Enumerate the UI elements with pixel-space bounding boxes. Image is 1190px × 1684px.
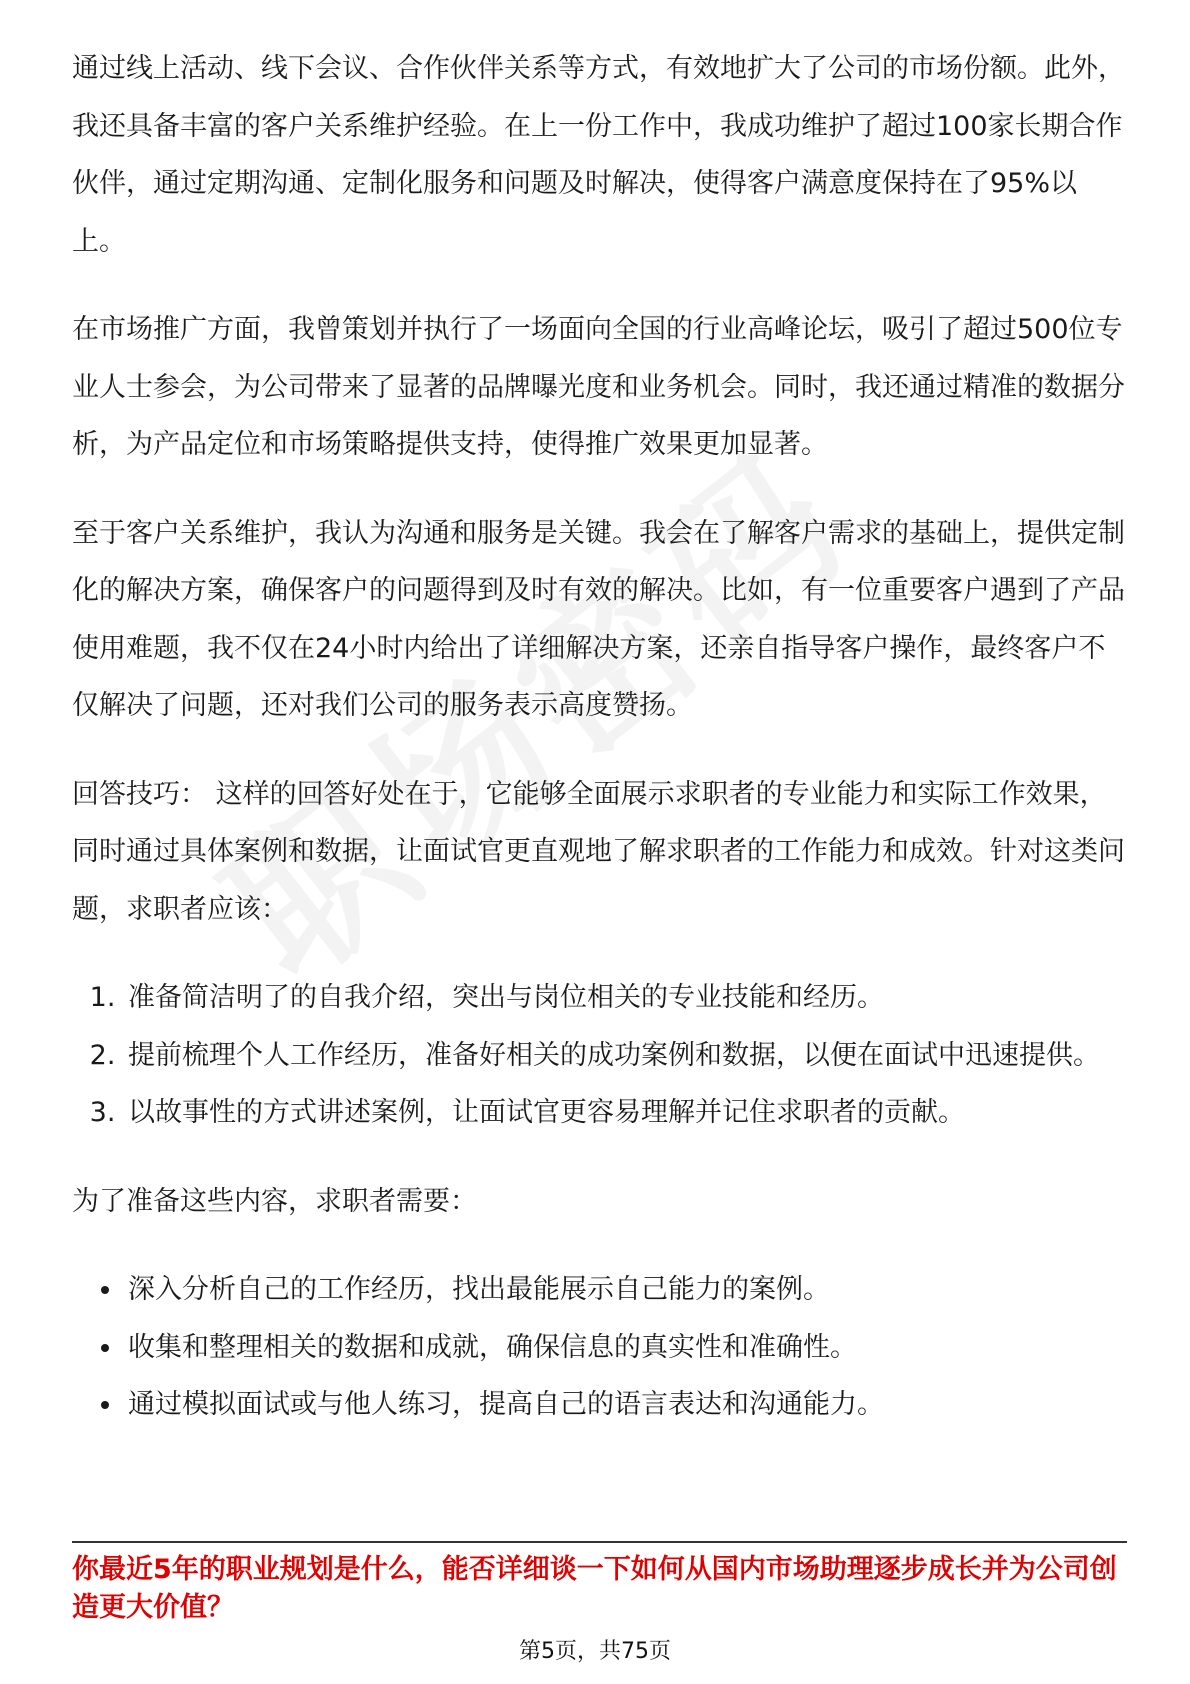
list-item: 1. 准备简洁明了的自我介绍，突出与岗位相关的专业技能和经历。 — [124, 969, 1127, 1027]
divider — [72, 1541, 1127, 1543]
list-item: • 通过模拟面试或与他人练习，提高自己的语言表达和沟通能力。 — [124, 1376, 1127, 1434]
list-item: 3. 以故事性的方式讲述案例，让面试官更容易理解并记住求职者的贡献。 — [124, 1084, 1127, 1142]
paragraph-marketing: 在市场推广方面，我曾策划并执行了一场面向全国的行业高峰论坛，吸引了超过500位专业人士参会，为公司带来了显著的品牌曝光度和业务机会。同时，我还通过精准的数据分析，为产品定位和市场策略提供支持，使得推广效果更加显著。 — [72, 314, 1125, 460]
paragraph-experience: 通过线上活动、线下会议、合作伙伴关系等方式，有效地扩大了公司的市场份额。此外，我还具备丰富的客户关系维护经验。在上一份工作中，我成功维护了超过100家长期合作伙伴，通过定期沟通、定制化服务和问题及时解决，使得客户满意度保持在了95%以上。 — [72, 53, 1125, 257]
list-item: • 深入分析自己的工作经历，找出最能展示自己能力的案例。 — [124, 1261, 1127, 1319]
next-question-heading: 你最近5年的职业规划是什么，能否详细谈一下如何从国内市场助理逐步成长并为公司创造更大价值？ — [72, 1554, 1117, 1623]
bullet-list — [72, 1261, 1127, 1434]
paragraph-answer-tips: 回答技巧： 这样的回答好处在于，它能够全面展示求职者的专业能力和实际工作效果，同时通过具体案例和数据，让面试官更直观地了解求职者的工作能力和成效。针对这类问题，求职者应该： — [72, 778, 1125, 925]
list-item: 2. 提前梳理个人工作经历，准备好相关的成功案例和数据，以便在面试中迅速提供。 — [124, 1027, 1127, 1085]
body-content — [72, 40, 1127, 1465]
numbered-list — [72, 969, 1127, 1142]
page-footer: 第5页，共75页 — [519, 1639, 671, 1664]
paragraph-client-relations: 至于客户关系维护，我认为沟通和服务是关键。我会在了解客户需求的基础上，提供定制化的解决方案，确保客户的问题得到及时有效的解决。比如，有一位重要客户遇到了产品使用难题，我不仅在24小时内给出了详细解决方案，还亲自指导客户操作，最终客户不仅解决了问题，还对我们公司的服务表示高度赞扬。 — [72, 517, 1125, 721]
list-item: • 收集和整理相关的数据和成就，确保信息的真实性和准确性。 — [124, 1319, 1127, 1377]
paragraph-prep-intro: 为了准备这些内容，求职者需要： — [72, 1185, 477, 1217]
